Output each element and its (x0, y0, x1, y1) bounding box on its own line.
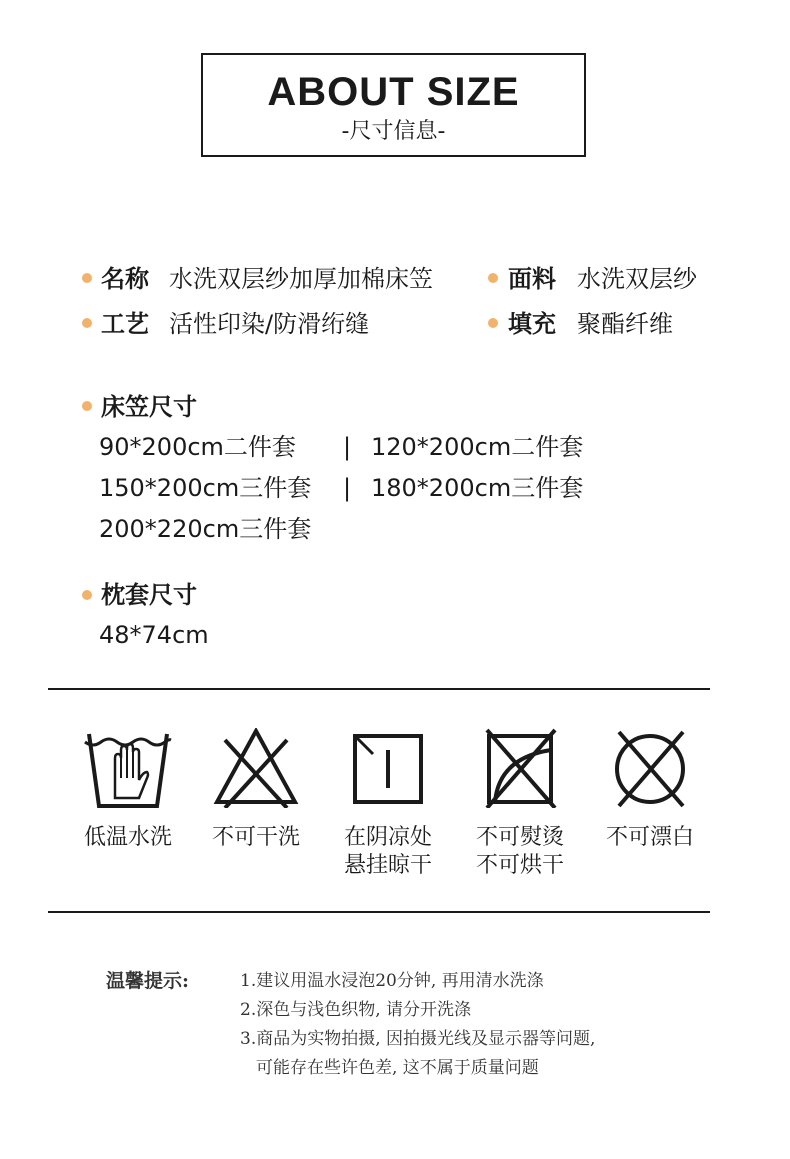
tip-item: 2.深色与浅色织物, 请分开洗涤 (240, 1000, 472, 1020)
spec-label-filling: 填充 (508, 310, 556, 338)
tip-item: 可能存在些许色差, 这不属于质量问题 (256, 1058, 539, 1078)
care-label: 不可熨烫 (475, 825, 564, 850)
bullet-dot (82, 590, 92, 600)
spec-label-name: 名称 (101, 265, 149, 293)
size-separator: | (343, 433, 352, 461)
bullet-dot (488, 273, 498, 283)
bullet-dot (82, 401, 92, 411)
bullet-dot (82, 318, 92, 328)
spec-value-name: 水洗双层纱加厚加棉床笠 (169, 265, 433, 293)
fitted-sheet-heading: 床笠尺寸 (101, 393, 197, 421)
care-label: 不可漂白 (605, 825, 694, 850)
size-item: 90*200cm二件套 (99, 433, 296, 461)
care-label: 在阴凉处 (343, 825, 432, 850)
size-item: 150*200cm三件套 (99, 474, 312, 502)
do-not-dry-clean-icon (211, 728, 301, 808)
spec-value-filling: 聚酯纤维 (577, 310, 673, 338)
care-item-no-dry-clean (201, 728, 311, 852)
pillowcase-size: 48*74cm (99, 621, 209, 649)
tip-item: 3.商品为实物拍摄, 因拍摄光线及显示器等问题, (240, 1029, 596, 1049)
low-temperature-wash-icon (83, 728, 173, 808)
size-separator: | (343, 474, 352, 502)
spec-label-craft: 工艺 (101, 310, 149, 338)
spec-label-fabric: 面料 (508, 265, 556, 293)
care-item-no-iron-tumble (465, 728, 575, 880)
care-label: 悬挂晾干 (343, 853, 432, 878)
pillowcase-heading: 枕套尺寸 (101, 581, 197, 609)
bullet-dot (82, 273, 92, 283)
care-label: 不可干洗 (211, 825, 300, 850)
page-title: ABOUT SIZE (267, 70, 520, 114)
do-not-iron-tumble-dry-icon (475, 728, 565, 808)
size-item: 200*220cm三件套 (99, 515, 312, 543)
dry-in-shade-icon (343, 728, 433, 808)
bullet-dot (488, 318, 498, 328)
spec-value-fabric: 水洗双层纱 (577, 265, 697, 293)
title-box (201, 53, 586, 157)
care-item-low-temp-wash (73, 728, 183, 852)
divider (48, 911, 710, 913)
divider (48, 688, 710, 690)
size-item: 120*200cm二件套 (371, 433, 584, 461)
care-item-no-bleach (595, 728, 705, 852)
care-label: 低温水洗 (83, 825, 172, 850)
care-item-dry-shade (333, 728, 443, 880)
size-item: 180*200cm三件套 (371, 474, 584, 502)
care-label: 不可烘干 (475, 853, 564, 878)
spec-value-craft: 活性印染/防滑绗缝 (169, 310, 370, 338)
tip-item: 1.建议用温水浸泡20分钟, 再用清水洗涤 (240, 971, 544, 991)
do-not-bleach-icon (605, 728, 695, 808)
tips-title: 温馨提示: (106, 970, 190, 992)
page-subtitle: -尺寸信息- (341, 119, 446, 144)
